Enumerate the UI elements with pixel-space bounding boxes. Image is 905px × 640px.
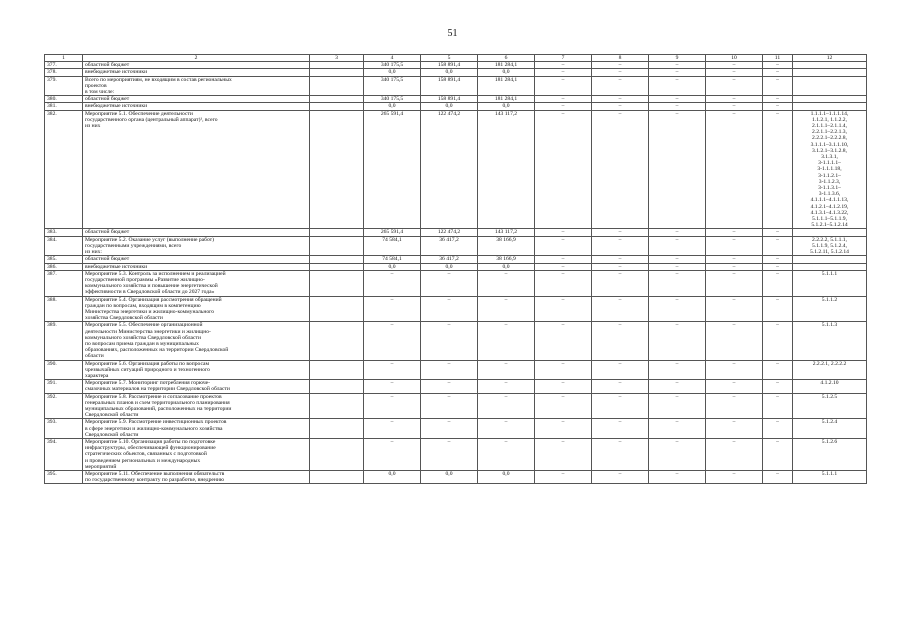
- column-number: 12: [793, 55, 867, 62]
- value-year-4: –: [592, 360, 649, 380]
- value-year-6: –: [706, 263, 763, 270]
- value-year-1: 36 417,2: [421, 236, 478, 256]
- row-number: 384.: [45, 236, 83, 256]
- value-year-5: –: [649, 62, 706, 69]
- value-year-1: 158 891,4: [421, 96, 478, 103]
- value-year-2: –: [478, 296, 535, 322]
- table-row: [45, 471, 867, 484]
- table-row: [45, 270, 867, 296]
- value-year-7: –: [763, 103, 793, 110]
- value-total: 340 175,5: [364, 62, 421, 69]
- empty-cell: [310, 270, 364, 296]
- row-name: областной бюджет: [83, 62, 310, 69]
- value-year-2: 143 117,2: [478, 229, 535, 236]
- table-row: [45, 419, 867, 439]
- value-year-4: –: [592, 236, 649, 256]
- row-name: Мероприятие 5.10. Организация работы по подготовке инфраструктуры, обеспечивающей функционирование стратегических объектов, связанных с подготовкой и проведением региональных и международных мероприятий: [83, 438, 310, 470]
- value-year-2: 0,0: [478, 69, 535, 76]
- value-year-7: –: [763, 393, 793, 419]
- value-year-6: –: [706, 103, 763, 110]
- target-indicators: 5.1.1.3: [793, 322, 867, 360]
- value-year-7: –: [763, 76, 793, 96]
- row-name: внебюджетные источники: [83, 263, 310, 270]
- column-number: 7: [535, 55, 592, 62]
- table-row: [45, 263, 867, 270]
- target-indicators: [793, 62, 867, 69]
- value-year-1: 0,0: [421, 471, 478, 484]
- value-year-5: –: [649, 263, 706, 270]
- value-year-6: –: [706, 69, 763, 76]
- row-number: 390.: [45, 360, 83, 380]
- value-year-4: –: [592, 393, 649, 419]
- value-year-5: –: [649, 103, 706, 110]
- value-year-2: 181 284,1: [478, 62, 535, 69]
- value-year-6: –: [706, 229, 763, 236]
- empty-cell: [310, 471, 364, 484]
- value-year-4: –: [592, 69, 649, 76]
- value-year-4: –: [592, 76, 649, 96]
- row-number: 386.: [45, 263, 83, 270]
- value-year-6: –: [706, 360, 763, 380]
- row-number: 379.: [45, 76, 83, 96]
- value-year-5: –: [649, 229, 706, 236]
- value-year-6: –: [706, 96, 763, 103]
- value-total: –: [364, 380, 421, 393]
- value-year-2: –: [478, 360, 535, 380]
- value-year-7: –: [763, 236, 793, 256]
- target-indicators: [793, 103, 867, 110]
- value-year-5: –: [649, 76, 706, 96]
- value-year-7: –: [763, 296, 793, 322]
- value-year-6: –: [706, 270, 763, 296]
- empty-cell: [310, 438, 364, 470]
- value-total: 0,0: [364, 263, 421, 270]
- target-indicators: 5.1.2.5: [793, 393, 867, 419]
- value-year-1: –: [421, 322, 478, 360]
- value-year-4: –: [592, 103, 649, 110]
- table-row: [45, 110, 867, 229]
- row-number: 388.: [45, 296, 83, 322]
- value-year-4: –: [592, 438, 649, 470]
- value-year-1: 0,0: [421, 69, 478, 76]
- table-row: [45, 62, 867, 69]
- table-row: [45, 256, 867, 263]
- row-number: 383.: [45, 229, 83, 236]
- value-total: 0,0: [364, 103, 421, 110]
- value-year-1: 36 417,2: [421, 256, 478, 263]
- target-indicators: 2.2.2.2, 5.1.1.1, 5.1.1.9, 5.1.2.4, 5.1.2.11, 5.1.2.14: [793, 236, 867, 256]
- value-year-2: 0,0: [478, 471, 535, 484]
- value-total: 74 584,1: [364, 236, 421, 256]
- value-total: –: [364, 296, 421, 322]
- value-year-4: –: [592, 256, 649, 263]
- value-year-5: –: [649, 380, 706, 393]
- value-year-1: 158 891,4: [421, 76, 478, 96]
- value-year-7: –: [763, 69, 793, 76]
- target-indicators: [793, 229, 867, 236]
- value-year-3: –: [535, 360, 592, 380]
- value-year-1: 122 474,2: [421, 110, 478, 229]
- value-year-3: –: [535, 96, 592, 103]
- value-year-1: –: [421, 270, 478, 296]
- value-total: –: [364, 322, 421, 360]
- row-name: Мероприятие 5.8. Рассмотрение и согласование проектов генеральных планов и схем территориального планирования муниципальных образований, расположенных на территории Свердловской области: [83, 393, 310, 419]
- row-name: Мероприятие 5.1. Обеспечение деятельности государственного органа (центральный аппарат)¹, всего из них: [83, 110, 310, 229]
- value-year-7: –: [763, 62, 793, 69]
- value-year-7: –: [763, 110, 793, 229]
- row-number: 389.: [45, 322, 83, 360]
- value-year-4: –: [592, 110, 649, 229]
- value-year-2: 181 284,1: [478, 76, 535, 96]
- row-number: 378.: [45, 69, 83, 76]
- value-total: 74 584,1: [364, 256, 421, 263]
- column-number: 2: [83, 55, 310, 62]
- value-year-1: 158 891,4: [421, 62, 478, 69]
- column-number-row: [45, 55, 867, 62]
- value-year-5: –: [649, 393, 706, 419]
- value-year-3: –: [535, 256, 592, 263]
- value-year-6: –: [706, 380, 763, 393]
- empty-cell: [310, 62, 364, 69]
- value-year-4: –: [592, 263, 649, 270]
- value-year-2: 0,0: [478, 263, 535, 270]
- table-row: [45, 380, 867, 393]
- value-year-1: 0,0: [421, 263, 478, 270]
- value-year-6: –: [706, 236, 763, 256]
- value-year-4: –: [592, 229, 649, 236]
- value-year-6: –: [706, 76, 763, 96]
- empty-cell: [310, 69, 364, 76]
- value-year-3: –: [535, 380, 592, 393]
- value-year-3: –: [535, 471, 592, 484]
- value-year-4: –: [592, 62, 649, 69]
- row-number: 394.: [45, 438, 83, 470]
- value-year-6: –: [706, 471, 763, 484]
- row-number: 385.: [45, 256, 83, 263]
- column-number: 6: [478, 55, 535, 62]
- value-year-2: –: [478, 380, 535, 393]
- table-row: [45, 393, 867, 419]
- empty-cell: [310, 76, 364, 96]
- row-number: 380.: [45, 96, 83, 103]
- target-indicators: [793, 76, 867, 96]
- value-year-4: –: [592, 471, 649, 484]
- row-name: Мероприятие 5.9. Рассмотрение инвестиционных проектов в сфере энергетики и жилищно-коммунального хозяйства Свердловской области: [83, 419, 310, 439]
- target-indicators: [793, 69, 867, 76]
- table-row: [45, 236, 867, 256]
- value-year-7: –: [763, 263, 793, 270]
- row-name: Мероприятие 5.6. Организация работы по вопросам чрезвычайных ситуаций природного и техногенного характера: [83, 360, 310, 380]
- value-year-3: –: [535, 229, 592, 236]
- value-year-6: –: [706, 393, 763, 419]
- value-year-3: –: [535, 62, 592, 69]
- table-row: [45, 229, 867, 236]
- value-year-2: –: [478, 393, 535, 419]
- empty-cell: [310, 393, 364, 419]
- target-indicators: 5.1.1.1: [793, 270, 867, 296]
- empty-cell: [310, 236, 364, 256]
- row-name: Всего по мероприятиям, не входящим в состав региональных проектов в том числе:: [83, 76, 310, 96]
- value-year-2: 143 117,2: [478, 110, 535, 229]
- value-year-7: –: [763, 256, 793, 263]
- value-year-6: –: [706, 438, 763, 470]
- value-year-5: –: [649, 69, 706, 76]
- value-total: –: [364, 438, 421, 470]
- value-year-5: –: [649, 256, 706, 263]
- value-year-5: –: [649, 296, 706, 322]
- value-year-6: –: [706, 256, 763, 263]
- value-year-3: –: [535, 103, 592, 110]
- value-year-5: –: [649, 236, 706, 256]
- value-year-4: –: [592, 380, 649, 393]
- target-indicators: 5.1.1.1: [793, 471, 867, 484]
- value-total: 265 591,4: [364, 110, 421, 229]
- value-year-5: –: [649, 360, 706, 380]
- value-year-7: –: [763, 380, 793, 393]
- empty-cell: [310, 256, 364, 263]
- value-year-3: –: [535, 393, 592, 419]
- value-year-7: –: [763, 96, 793, 103]
- row-number: 382.: [45, 110, 83, 229]
- value-year-3: –: [535, 76, 592, 96]
- value-year-1: –: [421, 296, 478, 322]
- value-year-1: –: [421, 438, 478, 470]
- table-row: [45, 69, 867, 76]
- value-year-3: –: [535, 322, 592, 360]
- value-year-5: –: [649, 438, 706, 470]
- value-year-3: –: [535, 110, 592, 229]
- row-name: Мероприятие 5.2. Оказание услуг (выполнение работ) государственными учреждениями, всего из них:: [83, 236, 310, 256]
- table-row: [45, 360, 867, 380]
- empty-cell: [310, 229, 364, 236]
- value-total: 0,0: [364, 69, 421, 76]
- target-indicators: 2.2.2.1, 2.2.2.2: [793, 360, 867, 380]
- value-total: –: [364, 360, 421, 380]
- empty-cell: [310, 96, 364, 103]
- empty-cell: [310, 110, 364, 229]
- program-table: [44, 54, 867, 484]
- empty-cell: [310, 322, 364, 360]
- value-year-7: –: [763, 360, 793, 380]
- value-year-2: 38 166,9: [478, 236, 535, 256]
- row-number: 391.: [45, 380, 83, 393]
- value-total: 0,0: [364, 471, 421, 484]
- row-name: внебюджетные источники: [83, 103, 310, 110]
- target-indicators: 4.1.2.10: [793, 380, 867, 393]
- row-name: Мероприятие 5.5. Обеспечение организационной деятельности Министерства энергетики и жилищно- коммунального хозяйства Свердловской области по вопросам приема граждан в муниципальных образованиях, расположенных на территории Свердловской области: [83, 322, 310, 360]
- value-year-3: –: [535, 236, 592, 256]
- value-year-6: –: [706, 62, 763, 69]
- row-name: Мероприятие 5.7. Мониторинг потребления горюче- смазочных материалов на территории Свердловской области: [83, 380, 310, 393]
- table-row: [45, 103, 867, 110]
- value-year-7: –: [763, 438, 793, 470]
- empty-cell: [310, 360, 364, 380]
- row-name: Мероприятие 5.4. Организация рассмотрения обращений граждан по вопросам, входящим в компетенцию Министерства энергетики и жилищно-коммунального хозяйства Свердловской области: [83, 296, 310, 322]
- value-year-3: –: [535, 296, 592, 322]
- table-row: [45, 322, 867, 360]
- target-indicators: 5.1.2.6: [793, 438, 867, 470]
- row-name: внебюджетные источники: [83, 69, 310, 76]
- row-name: Мероприятие 5.3. Контроль за исполнением и реализацией государственной программы «Развитие жилищно- коммунального хозяйства и повышение энергетической эффективности в Свердловской области до 2027 года»: [83, 270, 310, 296]
- page-number: 51: [447, 28, 458, 39]
- value-year-1: 0,0: [421, 103, 478, 110]
- value-year-7: –: [763, 419, 793, 439]
- value-year-3: –: [535, 69, 592, 76]
- table-row: [45, 96, 867, 103]
- value-year-3: –: [535, 263, 592, 270]
- target-indicators: 5.1.2.4: [793, 419, 867, 439]
- row-name: областной бюджет: [83, 229, 310, 236]
- row-number: 392.: [45, 393, 83, 419]
- value-year-2: 181 284,1: [478, 96, 535, 103]
- empty-cell: [310, 419, 364, 439]
- value-year-3: –: [535, 270, 592, 296]
- value-total: 340 175,5: [364, 76, 421, 96]
- row-number: 387.: [45, 270, 83, 296]
- value-year-3: –: [535, 419, 592, 439]
- column-number: 10: [706, 55, 763, 62]
- empty-cell: [310, 380, 364, 393]
- table-row: [45, 296, 867, 322]
- target-indicators: 5.1.1.2: [793, 296, 867, 322]
- value-year-7: –: [763, 471, 793, 484]
- value-year-5: –: [649, 110, 706, 229]
- value-year-4: –: [592, 322, 649, 360]
- target-indicators: 1.1.1.1–1.1.1.14, 1.1.2.1, 1.1.2.2, 2.1.1.1–2.1.1.4, 2.2.1.1–2.2.1.3, 2.2.2.1–2.2.2.8, 3.1.1.1–3.1.1.10, 3.1.2.1–3.1.2.8, 3.1.3.1, 3-1.1.1.1– 3-1.1.1.18, 3-1.1.2.1– 3-1.1.2.3, 3-1.1.3.1– 3-1.1.3.6, 4.1.1.1–4.1.1.13, 4.1.2.1–4.1.2.19, 4.1.3.1–4.1.3.22, 5.1.1.1–5.1.1.9, 5.1.2.1–5.1.2.14: [793, 110, 867, 229]
- value-year-7: –: [763, 270, 793, 296]
- table-row: [45, 438, 867, 470]
- value-year-6: –: [706, 322, 763, 360]
- value-year-1: 122 474,2: [421, 229, 478, 236]
- value-year-6: –: [706, 296, 763, 322]
- column-number: 8: [592, 55, 649, 62]
- column-number: 4: [364, 55, 421, 62]
- value-year-4: –: [592, 419, 649, 439]
- value-year-2: 0,0: [478, 103, 535, 110]
- value-year-6: –: [706, 419, 763, 439]
- value-year-7: –: [763, 322, 793, 360]
- value-total: –: [364, 393, 421, 419]
- row-number: 381.: [45, 103, 83, 110]
- empty-cell: [310, 103, 364, 110]
- value-year-5: –: [649, 471, 706, 484]
- empty-cell: [310, 263, 364, 270]
- empty-cell: [310, 296, 364, 322]
- row-number: 393.: [45, 419, 83, 439]
- value-year-5: –: [649, 270, 706, 296]
- value-year-5: –: [649, 322, 706, 360]
- value-year-1: –: [421, 380, 478, 393]
- row-name: областной бюджет: [83, 96, 310, 103]
- value-year-7: –: [763, 229, 793, 236]
- value-total: –: [364, 270, 421, 296]
- column-number: 1: [45, 55, 83, 62]
- column-number: 5: [421, 55, 478, 62]
- value-year-4: –: [592, 296, 649, 322]
- target-indicators: [793, 96, 867, 103]
- row-number: 377.: [45, 62, 83, 69]
- row-name: Мероприятие 5.11. Обеспечение выполнения обязательств по государственному контракту по разработке, внедрению: [83, 471, 310, 484]
- value-year-5: –: [649, 96, 706, 103]
- value-year-2: –: [478, 270, 535, 296]
- value-total: –: [364, 419, 421, 439]
- value-year-5: –: [649, 419, 706, 439]
- value-year-2: –: [478, 419, 535, 439]
- value-year-6: –: [706, 110, 763, 229]
- value-total: 265 591,4: [364, 229, 421, 236]
- column-number: 3: [310, 55, 364, 62]
- value-year-2: –: [478, 438, 535, 470]
- value-year-1: –: [421, 360, 478, 380]
- row-name: областной бюджет: [83, 256, 310, 263]
- row-number: 395.: [45, 471, 83, 484]
- column-number: 11: [763, 55, 793, 62]
- value-year-3: –: [535, 438, 592, 470]
- value-year-1: –: [421, 419, 478, 439]
- table-row: [45, 76, 867, 96]
- value-year-4: –: [592, 96, 649, 103]
- value-year-2: 38 166,9: [478, 256, 535, 263]
- value-total: 340 175,5: [364, 96, 421, 103]
- target-indicators: [793, 263, 867, 270]
- target-indicators: [793, 256, 867, 263]
- column-number: 9: [649, 55, 706, 62]
- value-year-4: –: [592, 270, 649, 296]
- value-year-2: –: [478, 322, 535, 360]
- value-year-1: –: [421, 393, 478, 419]
